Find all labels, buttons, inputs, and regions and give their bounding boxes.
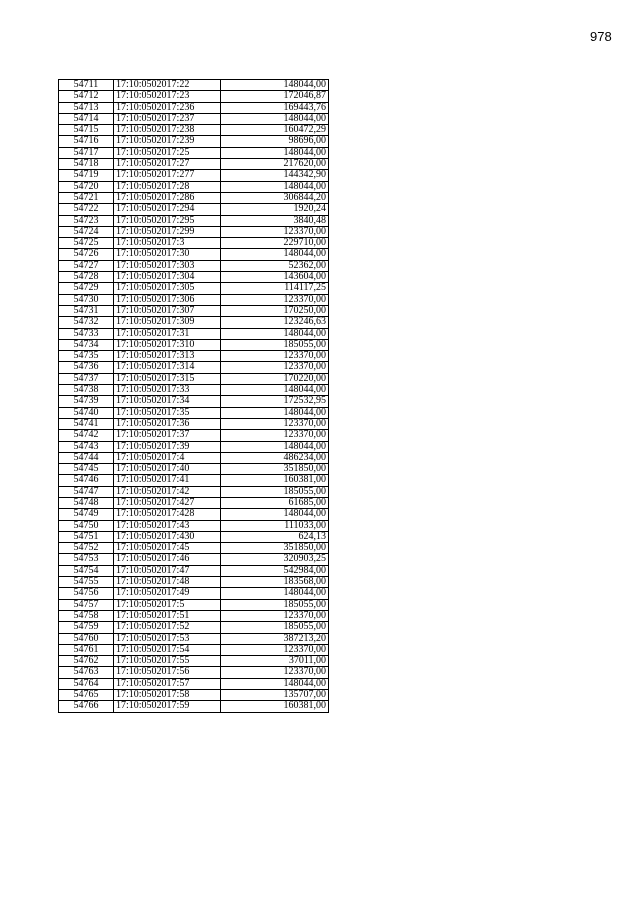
cadastral-value-cell: 148044,00 [221,407,329,418]
cadastral-value-cell: 229710,00 [221,238,329,249]
table-row [59,588,329,599]
cadastral-number-cell: 17:10:0502017:428 [114,509,221,520]
cadastral-value-cell: 387213,20 [221,633,329,644]
table-row [59,328,329,339]
cadastral-value-cell: 320903,25 [221,554,329,565]
row-number-cell: 54759 [59,622,114,633]
table-row [59,418,329,429]
cadastral-number-cell: 17:10:0502017:51 [114,610,221,621]
table-row [59,520,329,531]
row-number-cell: 54727 [59,260,114,271]
cadastral-number-cell: 17:10:0502017:58 [114,690,221,701]
cadastral-value-cell: 148044,00 [221,385,329,396]
cadastral-number-cell: 17:10:0502017:42 [114,486,221,497]
cadastral-value-cell: 52362,00 [221,260,329,271]
row-number-cell: 54736 [59,362,114,373]
table-row [59,249,329,260]
table-row [59,125,329,136]
cadastral-value-cell: 148044,00 [221,147,329,158]
row-number-cell: 54725 [59,238,114,249]
row-number-cell: 54720 [59,181,114,192]
cadastral-value-cell: 123370,00 [221,362,329,373]
row-number-cell: 54734 [59,339,114,350]
cadastral-number-cell: 17:10:0502017:28 [114,181,221,192]
cadastral-value-cell: 1920,24 [221,204,329,215]
cadastral-value-cell: 148044,00 [221,80,329,91]
table-row [59,181,329,192]
cadastral-number-cell: 17:10:0502017:45 [114,543,221,554]
cadastral-value-cell: 351850,00 [221,543,329,554]
row-number-cell: 54730 [59,294,114,305]
table-row [59,136,329,147]
cadastral-value-cell: 3840,48 [221,215,329,226]
table-row [59,159,329,170]
table-row [59,272,329,283]
row-number-cell: 54764 [59,678,114,689]
row-number-cell: 54711 [59,80,114,91]
cadastral-number-cell: 17:10:0502017:236 [114,102,221,113]
cadastral-value-cell: 148044,00 [221,441,329,452]
table-row [59,701,329,712]
cadastral-value-cell: 185055,00 [221,599,329,610]
row-number-cell: 54749 [59,509,114,520]
table-row [59,373,329,384]
cadastral-value-cell: 148044,00 [221,509,329,520]
cadastral-number-cell: 17:10:0502017:30 [114,249,221,260]
cadastral-number-cell: 17:10:0502017:22 [114,80,221,91]
table-row [59,192,329,203]
cadastral-number-cell: 17:10:0502017:27 [114,159,221,170]
row-number-cell: 54744 [59,452,114,463]
row-number-cell: 54766 [59,701,114,712]
cadastral-number-cell: 17:10:0502017:59 [114,701,221,712]
cadastral-value-cell: 148044,00 [221,249,329,260]
row-number-cell: 54748 [59,497,114,508]
cadastral-value-cell: 123370,00 [221,430,329,441]
cadastral-value-cell: 148044,00 [221,588,329,599]
table-body [59,80,329,713]
table-row [59,351,329,362]
cadastral-value-cell: 144342,90 [221,170,329,181]
cadastral-number-cell: 17:10:0502017:305 [114,283,221,294]
cadastral-number-cell: 17:10:0502017:303 [114,260,221,271]
cadastral-number-cell: 17:10:0502017:55 [114,656,221,667]
cadastral-value-cell: 185055,00 [221,622,329,633]
cadastral-value-cell: 160472,29 [221,125,329,136]
cadastral-value-cell: 123370,00 [221,418,329,429]
cadastral-number-cell: 17:10:0502017:49 [114,588,221,599]
row-number-cell: 54719 [59,170,114,181]
cadastral-number-cell: 17:10:0502017:25 [114,147,221,158]
cadastral-value-cell: 123370,00 [221,226,329,237]
cadastral-number-cell: 17:10:0502017:31 [114,328,221,339]
cadastral-value-cell: 123370,00 [221,294,329,305]
table-row [59,283,329,294]
table-row [59,260,329,271]
cadastral-number-cell: 17:10:0502017:53 [114,633,221,644]
cadastral-number-cell: 17:10:0502017:427 [114,497,221,508]
row-number-cell: 54728 [59,272,114,283]
table-row [59,204,329,215]
row-number-cell: 54721 [59,192,114,203]
table-row [59,305,329,316]
cadastral-number-cell: 17:10:0502017:33 [114,385,221,396]
cadastral-number-cell: 17:10:0502017:34 [114,396,221,407]
row-number-cell: 54722 [59,204,114,215]
row-number-cell: 54747 [59,486,114,497]
row-number-cell: 54714 [59,113,114,124]
row-number-cell: 54724 [59,226,114,237]
cadastral-number-cell: 17:10:0502017:36 [114,418,221,429]
cadastral-number-cell: 17:10:0502017:54 [114,644,221,655]
row-number-cell: 54735 [59,351,114,362]
cadastral-value-cell: 542984,00 [221,565,329,576]
row-number-cell: 54739 [59,396,114,407]
cadastral-number-cell: 17:10:0502017:295 [114,215,221,226]
cadastral-value-cell: 160381,00 [221,701,329,712]
cadastral-number-cell: 17:10:0502017:299 [114,226,221,237]
row-number-cell: 54740 [59,407,114,418]
row-number-cell: 54738 [59,385,114,396]
cadastral-value-cell: 148044,00 [221,678,329,689]
cadastral-value-cell: 148044,00 [221,113,329,124]
row-number-cell: 54745 [59,464,114,475]
table-row [59,385,329,396]
cadastral-number-cell: 17:10:0502017:48 [114,577,221,588]
row-number-cell: 54743 [59,441,114,452]
cadastral-number-cell: 17:10:0502017:39 [114,441,221,452]
cadastral-value-cell: 170250,00 [221,305,329,316]
table-row [59,690,329,701]
row-number-cell: 54718 [59,159,114,170]
cadastral-value-cell: 160381,00 [221,475,329,486]
table-row [59,667,329,678]
cadastral-number-cell: 17:10:0502017:43 [114,520,221,531]
row-number-cell: 54754 [59,565,114,576]
cadastral-number-cell: 17:10:0502017:430 [114,531,221,542]
cadastral-value-cell: 123370,00 [221,610,329,621]
table-row [59,610,329,621]
cadastral-number-cell: 17:10:0502017:37 [114,430,221,441]
row-number-cell: 54729 [59,283,114,294]
table-row [59,441,329,452]
row-number-cell: 54751 [59,531,114,542]
cadastral-number-cell: 17:10:0502017:23 [114,91,221,102]
cadastral-value-cell: 148044,00 [221,328,329,339]
table-row [59,317,329,328]
cadastral-number-cell: 17:10:0502017:3 [114,238,221,249]
table-row [59,102,329,113]
cadastral-number-cell: 17:10:0502017:309 [114,317,221,328]
row-number-cell: 54713 [59,102,114,113]
cadastral-number-cell: 17:10:0502017:286 [114,192,221,203]
table-row [59,430,329,441]
cadastral-number-cell: 17:10:0502017:313 [114,351,221,362]
row-number-cell: 54715 [59,125,114,136]
cadastral-value-cell: 123246,63 [221,317,329,328]
table-row [59,486,329,497]
table-row [59,362,329,373]
cadastral-value-cell: 170220,00 [221,373,329,384]
table-row [59,577,329,588]
cadastral-number-cell: 17:10:0502017:315 [114,373,221,384]
table-row [59,633,329,644]
cadastral-number-cell: 17:10:0502017:40 [114,464,221,475]
cadastral-value-cell: 114117,25 [221,283,329,294]
cadastral-number-cell: 17:10:0502017:306 [114,294,221,305]
table-row [59,656,329,667]
cadastral-number-cell: 17:10:0502017:5 [114,599,221,610]
cadastral-value-cell: 172532,95 [221,396,329,407]
table-row [59,531,329,542]
table-row [59,226,329,237]
cadastral-value-cell: 123370,00 [221,667,329,678]
cadastral-value-cell: 486234,00 [221,452,329,463]
row-number-cell: 54717 [59,147,114,158]
row-number-cell: 54762 [59,656,114,667]
row-number-cell: 54737 [59,373,114,384]
table-row [59,80,329,91]
table-row [59,238,329,249]
row-number-cell: 54755 [59,577,114,588]
table-row [59,396,329,407]
table-row [59,464,329,475]
cadastral-number-cell: 17:10:0502017:294 [114,204,221,215]
cadastral-number-cell: 17:10:0502017:57 [114,678,221,689]
cadastral-number-cell: 17:10:0502017:56 [114,667,221,678]
cadastral-number-cell: 17:10:0502017:314 [114,362,221,373]
table-row [59,91,329,102]
table-row [59,113,329,124]
table-row [59,543,329,554]
row-number-cell: 54757 [59,599,114,610]
table-row [59,509,329,520]
cadastral-value-cell: 123370,00 [221,644,329,655]
cadastral-number-cell: 17:10:0502017:41 [114,475,221,486]
cadastral-number-cell: 17:10:0502017:46 [114,554,221,565]
cadastral-number-cell: 17:10:0502017:307 [114,305,221,316]
row-number-cell: 54741 [59,418,114,429]
row-number-cell: 54756 [59,588,114,599]
cadastral-value-cell: 306844,20 [221,192,329,203]
cadastral-number-cell: 17:10:0502017:310 [114,339,221,350]
row-number-cell: 54763 [59,667,114,678]
row-number-cell: 54753 [59,554,114,565]
cadastral-number-cell: 17:10:0502017:52 [114,622,221,633]
cadastral-value-cell: 111033,00 [221,520,329,531]
table-row [59,147,329,158]
table-row [59,599,329,610]
table-row [59,497,329,508]
row-number-cell: 54746 [59,475,114,486]
row-number-cell: 54742 [59,430,114,441]
table-row [59,452,329,463]
cadastral-number-cell: 17:10:0502017:238 [114,125,221,136]
cadastral-value-cell: 37011,00 [221,656,329,667]
cadastral-value-cell: 123370,00 [221,351,329,362]
cadastral-value-cell: 217620,00 [221,159,329,170]
row-number-cell: 54750 [59,520,114,531]
table-row [59,170,329,181]
row-number-cell: 54716 [59,136,114,147]
cadastral-value-table [58,79,329,713]
cadastral-value-cell: 98696,00 [221,136,329,147]
table-row [59,215,329,226]
row-number-cell: 54731 [59,305,114,316]
row-number-cell: 54752 [59,543,114,554]
cadastral-value-cell: 135707,00 [221,690,329,701]
table-row [59,644,329,655]
table-row [59,622,329,633]
row-number-cell: 54732 [59,317,114,328]
cadastral-value-cell: 351850,00 [221,464,329,475]
cadastral-value-cell: 183568,00 [221,577,329,588]
cadastral-number-cell: 17:10:0502017:237 [114,113,221,124]
table-row [59,475,329,486]
table-row [59,339,329,350]
cadastral-number-cell: 17:10:0502017:4 [114,452,221,463]
cadastral-value-cell: 185055,00 [221,486,329,497]
cadastral-value-cell: 148044,00 [221,181,329,192]
row-number-cell: 54726 [59,249,114,260]
cadastral-value-cell: 172046,87 [221,91,329,102]
row-number-cell: 54712 [59,91,114,102]
row-number-cell: 54733 [59,328,114,339]
row-number-cell: 54758 [59,610,114,621]
table-row [59,554,329,565]
cadastral-value-cell: 169443,76 [221,102,329,113]
cadastral-value-cell: 61685,00 [221,497,329,508]
cadastral-number-cell: 17:10:0502017:47 [114,565,221,576]
table-row [59,565,329,576]
page-number: 978 [590,29,612,44]
row-number-cell: 54723 [59,215,114,226]
cadastral-number-cell: 17:10:0502017:239 [114,136,221,147]
cadastral-number-cell: 17:10:0502017:304 [114,272,221,283]
table-row [59,407,329,418]
cadastral-value-cell: 624,13 [221,531,329,542]
cadastral-number-cell: 17:10:0502017:35 [114,407,221,418]
row-number-cell: 54760 [59,633,114,644]
cadastral-value-cell: 143604,00 [221,272,329,283]
row-number-cell: 54761 [59,644,114,655]
row-number-cell: 54765 [59,690,114,701]
table-row [59,294,329,305]
cadastral-value-cell: 185055,00 [221,339,329,350]
cadastral-number-cell: 17:10:0502017:277 [114,170,221,181]
table-row [59,678,329,689]
